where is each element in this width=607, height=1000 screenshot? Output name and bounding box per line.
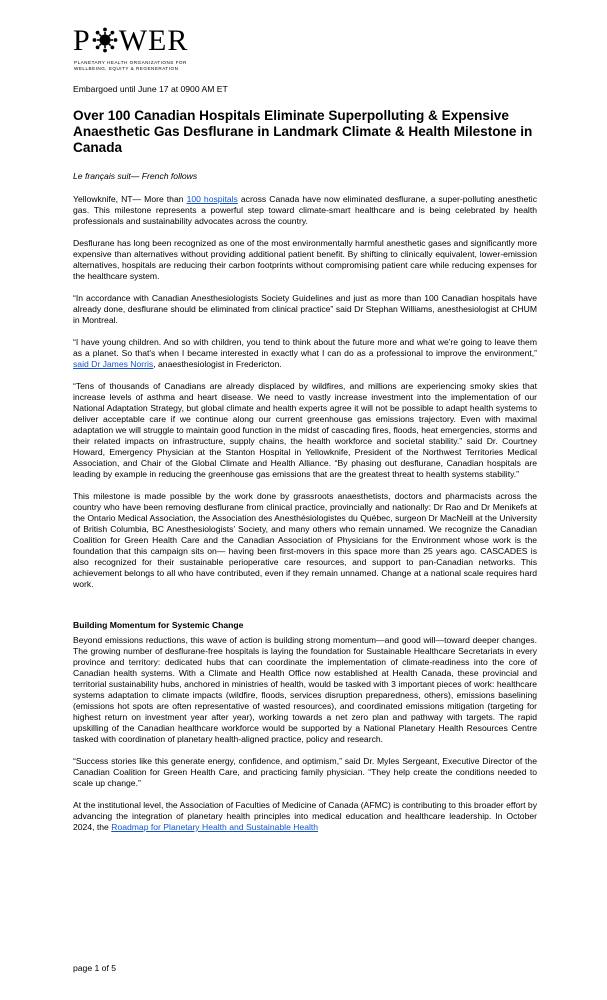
paragraph-acknowledgements: This milestone is made possible by the work done by grassroots anaesthetists, doctors and pharmacists across the country who have been removing desflurane from clinical practice, provincially and nationally: Dr Rao and Dr Menikefs at the Ontario Medical Association, the Association des Anesthésiologistes du Québec, surgeon Dr MacNeill at the University of British Columbia, BC Anesthesiologists’ Society, and many others who remain unnamed. We recognize the Canadian Coalition for Green Health Care and the Canadian Association of Physicians for the Environment whose work is the foundation that this campaign sits on— having been first-movers in this space more than 25 years ago. CASCADES is also recognized for their sustainable perioperative care resources, and support to pan-Canadian networks. This achievement belongs to all who have contributed, even if they remain unnamed. Change at a national scale requires hard work. bbox=[73, 491, 537, 589]
article-body bbox=[73, 171, 537, 844]
section-heading: Building Momentum for Systemic Change bbox=[73, 620, 244, 630]
paragraph-desflurane-background: Desflurane has long been recognized as one of the most environmentally harmful anesthetic gases and significantly more expensive than alternatives without providing additional patient benefit. By shifting to clinically equivalent, lower-emission alternatives, hospitals are reducing their carbon footprints without compromising patient care while reducing expenses for the healthcare system. bbox=[73, 238, 537, 281]
power-logo bbox=[73, 25, 213, 81]
logo-tagline: PLANETARY HEALTH ORGANIZATIONS FOR WELLBEING, EQUITY & REGENERATION bbox=[74, 60, 187, 72]
globe-people-icon bbox=[92, 27, 118, 53]
paragraph-sergeant-quote: “Success stories like this generate energy, confidence, and optimism,” said Dr. Myles Sergeant, Executive Director of the Canadian Coalition for Green Health Care, and practicing family physician. “They help create the conditions needed to scale up change.” bbox=[73, 756, 537, 788]
hundred-hospitals-link[interactable]: 100 hospitals bbox=[186, 194, 238, 204]
paragraph-momentum: Beyond emissions reductions, this wave of action is building strong momentum—and good will—toward deeper changes. The growing number of desflurane-free hospitals is laying the foundation for Sustainable Healthcare Secretariats in every province and territory: dedicated hubs that can coordinate the implementation of climate-readiness into the core of Canadian health systems. With a Climate and Health Office now established at Health Canada, these provincial and territorial sustainability hubs, anchored in ministries of health, would be tasked with 3 important pieces of work: healthcare systems adaptation to climate impacts (wildfire, floods, services disruption preparedness, others), emissions baselining (emissions hot spots are often representative of wasted resources), and coordinated emissions mitigation (targeting for highest return on investment year after year), working towards a net zero plan and pathway with targets. The rapid upskilling of the Canadian healthcare workforce would be supported by a National Planetary Health Resources Centre tasked with coordination of planetary health-aligned practice, policy and research. bbox=[73, 635, 537, 744]
logo-wordmark: P WER bbox=[73, 24, 189, 57]
paragraph-intro: Yellowknife, NT— More than 100 hospitals across Canada have now eliminated desflurane, a super-polluting anesthetic gas. This milestone represents a powerful step toward climate-smart healthcare and is being celebrated by health professionals and sustainability advocates across the country. bbox=[73, 194, 537, 226]
paragraph-afmc: At the institutional level, the Association of Faculties of Medicine of Canada (AFMC) is contributing to this broader effort by advancing the integration of planetary health principles into medical education and healthcare leadership. In October 2024, the Roadmap for Planetary Health and Sustainable Health bbox=[73, 800, 537, 832]
paragraph-williams-quote: “In accordance with Canadian Anesthesiologists Society Guidelines and just as more than 100 Canadian hospitals have already done, desflurane should be eliminated from clinical practice” said Dr Stephan Williams, anesthesiologist at CHUM in Montreal. bbox=[73, 293, 537, 325]
press-release-title: Over 100 Canadian Hospitals Eliminate Superpolluting & Expensive Anaesthetic Gas Desflurane in Landmark Climate & Health Milestone in Canada bbox=[73, 108, 533, 155]
paragraph-norris-quote: “I have young children. And so with children, you tend to think about the future more and what we're going to leave them as a planet. So that's when I became interested in exactly what I can do as a professional to improve the environment,” said Dr James Norris, anaesthesiologist in Fredericton. bbox=[73, 337, 537, 369]
embargo-notice: Embargoed until June 17 at 0900 AM ET bbox=[73, 84, 228, 94]
james-norris-link[interactable]: said Dr James Norris bbox=[73, 359, 154, 369]
page-number: page 1 of 5 bbox=[73, 963, 117, 973]
french-follows-note: Le français suit— French follows bbox=[73, 171, 198, 181]
roadmap-link[interactable]: Roadmap for Planetary Health and Sustainable Health bbox=[111, 822, 319, 832]
paragraph-howard-quote: “Tens of thousands of Canadians are already displaced by wildfires, and millions are experiencing smoky skies that increase levels of asthma and heart disease. We need to vastly increase investment into the implementation of our National Adaptation Strategy, but global climate and health experts agree it will not be possible to adapt health systems to deliver acceptable care if we continue along our current greenhouse gas emissions trajectory. Even with maximal adaptation we will struggle to maintain good function in the midst of cascading fires, floods, heat emergencies, storms and their related impacts on infrastructure, supply chains, the health workforce and societal stability.” said Dr. Courtney Howard, Emergency Physician at the Stanton Hospital in Yellowknife, President of the Northwest Territories Medical Association, and Chair of the Global Climate and Health Alliance. “By phasing out desflurane, Canadian hospitals are leading by example in reducing the greenhouse gas emissions that are the greatest threat to health systems stability.” bbox=[73, 381, 537, 479]
